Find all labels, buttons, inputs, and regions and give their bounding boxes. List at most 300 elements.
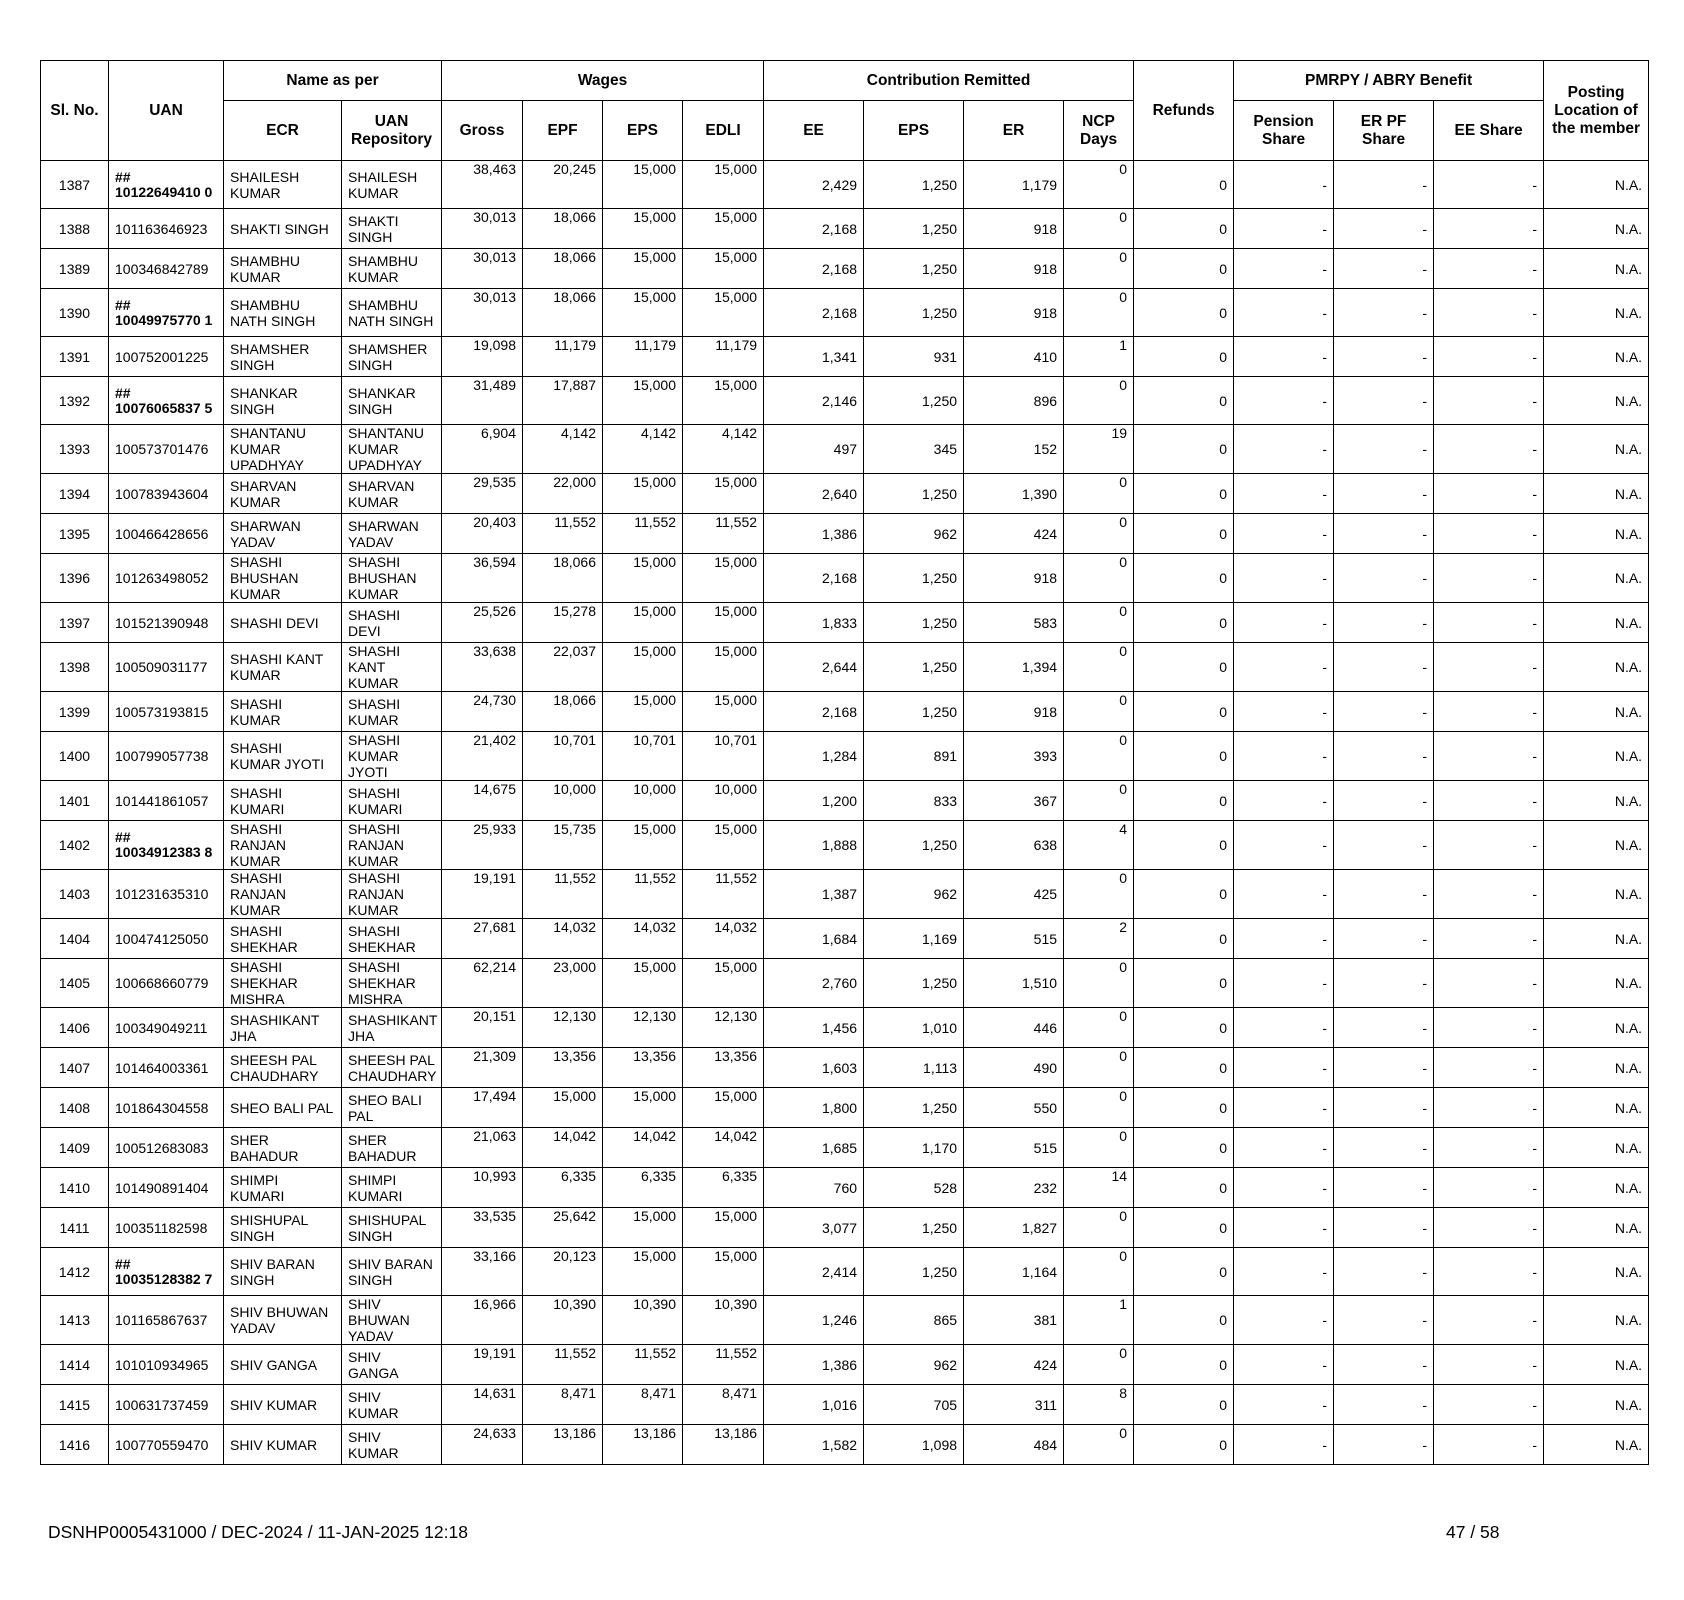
uan-cell: 100509031177 — [109, 643, 224, 692]
gross-wages-cell: 19,191 — [442, 870, 523, 919]
header-ecr: ECR — [224, 101, 342, 161]
posting-location-cell: N.A. — [1544, 1345, 1649, 1385]
uan-cell: 100573193815 — [109, 692, 224, 732]
ee-contribution-cell: 1,603 — [764, 1048, 864, 1088]
ecr-name-cell: SHANKAR SINGH — [224, 377, 342, 425]
er-pf-share-cell: - — [1334, 692, 1434, 732]
edli-wages-cell: 10,390 — [683, 1296, 764, 1345]
refunds-cell: 0 — [1134, 1208, 1234, 1248]
header-contribution-remitted: Contribution Remitted — [764, 61, 1134, 101]
eps-wages-cell: 12,130 — [603, 1008, 683, 1048]
epf-wages-cell: 22,000 — [523, 474, 603, 514]
edli-wages-cell: 11,552 — [683, 514, 764, 554]
gross-wages-cell: 30,013 — [442, 209, 523, 249]
header-contribution-eps: EPS — [864, 101, 964, 161]
gross-wages-cell: 20,151 — [442, 1008, 523, 1048]
ee-share-cell: - — [1434, 289, 1544, 337]
ncp-days-cell: 0 — [1064, 1048, 1134, 1088]
gross-wages-cell: 19,098 — [442, 337, 523, 377]
er-pf-share-cell: - — [1334, 289, 1434, 337]
ee-contribution-cell: 1,456 — [764, 1008, 864, 1048]
header-ee-share: EE Share — [1434, 101, 1544, 161]
ncp-days-cell: 19 — [1064, 425, 1134, 474]
uan-repository-name-cell: SHEESH PAL CHAUDHARY — [342, 1048, 442, 1088]
eps-contribution-cell: 1,250 — [864, 1208, 964, 1248]
eps-wages-cell: 13,186 — [603, 1425, 683, 1465]
table-row — [41, 1296, 1649, 1345]
gross-wages-cell: 25,933 — [442, 821, 523, 870]
uan-repository-name-cell: SHARWAN YADAV — [342, 514, 442, 554]
er-contribution-cell: 1,179 — [964, 161, 1064, 209]
ee-share-cell: - — [1434, 1048, 1544, 1088]
ncp-days-cell: 0 — [1064, 514, 1134, 554]
posting-location-cell: N.A. — [1544, 643, 1649, 692]
ee-contribution-cell: 1,386 — [764, 514, 864, 554]
uan-cell: ## 10034912383 8 — [109, 821, 224, 870]
uan-repository-name-cell: SHANKAR SINGH — [342, 377, 442, 425]
sl-no-cell: 1410 — [41, 1168, 109, 1208]
eps-contribution-cell: 1,098 — [864, 1425, 964, 1465]
table-row — [41, 289, 1649, 337]
eps-contribution-cell: 962 — [864, 870, 964, 919]
edli-wages-cell: 10,000 — [683, 781, 764, 821]
uan-cell: 100799057738 — [109, 732, 224, 781]
edli-wages-cell: 15,000 — [683, 554, 764, 603]
epf-wages-cell: 11,552 — [523, 1345, 603, 1385]
table-row — [41, 959, 1649, 1008]
gross-wages-cell: 24,730 — [442, 692, 523, 732]
header-ee: EE — [764, 101, 864, 161]
uan-repository-name-cell: SHIV KUMAR — [342, 1425, 442, 1465]
table-row — [41, 1385, 1649, 1425]
posting-location-cell: N.A. — [1544, 554, 1649, 603]
sl-no-cell: 1401 — [41, 781, 109, 821]
gross-wages-cell: 21,309 — [442, 1048, 523, 1088]
er-contribution-cell: 152 — [964, 425, 1064, 474]
posting-location-cell: N.A. — [1544, 821, 1649, 870]
posting-location-cell: N.A. — [1544, 425, 1649, 474]
document-reference: DSNHP0005431000 / DEC-2024 / 11-JAN-2025 12:18 — [48, 1522, 468, 1542]
uan-repository-name-cell: SHASHI KUMARI — [342, 781, 442, 821]
eps-contribution-cell: 1,250 — [864, 1248, 964, 1296]
edli-wages-cell: 15,000 — [683, 1208, 764, 1248]
uan-cell: 101521390948 — [109, 603, 224, 643]
ecr-name-cell: SHASHI BHUSHAN KUMAR — [224, 554, 342, 603]
pension-share-cell: - — [1234, 1208, 1334, 1248]
epf-wages-cell: 17,887 — [523, 377, 603, 425]
er-pf-share-cell: - — [1334, 1008, 1434, 1048]
ee-contribution-cell: 1,246 — [764, 1296, 864, 1345]
eps-wages-cell: 15,000 — [603, 289, 683, 337]
ecr-name-cell: SHIV GANGA — [224, 1345, 342, 1385]
ee-share-cell: - — [1434, 919, 1544, 959]
uan-repository-name-cell: SHASHI RANJAN KUMAR — [342, 870, 442, 919]
sl-no-cell: 1387 — [41, 161, 109, 209]
header-er-pf-share: ER PF Share — [1334, 101, 1434, 161]
ee-contribution-cell: 2,168 — [764, 289, 864, 337]
ee-contribution-cell: 1,386 — [764, 1345, 864, 1385]
sl-no-cell: 1391 — [41, 337, 109, 377]
pension-share-cell: - — [1234, 209, 1334, 249]
ncp-days-cell: 0 — [1064, 554, 1134, 603]
epf-wages-cell: 22,037 — [523, 643, 603, 692]
eps-contribution-cell: 528 — [864, 1168, 964, 1208]
uan-cell: ## 10076065837 5 — [109, 377, 224, 425]
ee-contribution-cell: 1,833 — [764, 603, 864, 643]
table-row — [41, 643, 1649, 692]
posting-location-cell: N.A. — [1544, 1088, 1649, 1128]
posting-location-cell: N.A. — [1544, 1168, 1649, 1208]
pension-share-cell: - — [1234, 870, 1334, 919]
sl-no-cell: 1400 — [41, 732, 109, 781]
epf-wages-cell: 12,130 — [523, 1008, 603, 1048]
edli-wages-cell: 15,000 — [683, 161, 764, 209]
ee-contribution-cell: 1,888 — [764, 821, 864, 870]
epf-wages-cell: 4,142 — [523, 425, 603, 474]
ee-contribution-cell: 1,582 — [764, 1425, 864, 1465]
epf-wages-cell: 14,042 — [523, 1128, 603, 1168]
page-number: 47 / 58 — [1446, 1522, 1500, 1542]
sl-no-cell: 1398 — [41, 643, 109, 692]
er-pf-share-cell: - — [1334, 1385, 1434, 1425]
er-pf-share-cell: - — [1334, 425, 1434, 474]
sl-no-cell: 1404 — [41, 919, 109, 959]
ee-share-cell: - — [1434, 474, 1544, 514]
edli-wages-cell: 15,000 — [683, 1248, 764, 1296]
edli-wages-cell: 15,000 — [683, 249, 764, 289]
sl-no-cell: 1415 — [41, 1385, 109, 1425]
pension-share-cell: - — [1234, 1008, 1334, 1048]
pension-share-cell: - — [1234, 337, 1334, 377]
epf-wages-cell: 10,701 — [523, 732, 603, 781]
gross-wages-cell: 30,013 — [442, 249, 523, 289]
eps-contribution-cell: 1,250 — [864, 821, 964, 870]
sl-no-cell: 1396 — [41, 554, 109, 603]
ee-contribution-cell: 1,284 — [764, 732, 864, 781]
ncp-days-cell: 0 — [1064, 161, 1134, 209]
pension-share-cell: - — [1234, 249, 1334, 289]
er-contribution-cell: 1,510 — [964, 959, 1064, 1008]
er-contribution-cell: 1,164 — [964, 1248, 1064, 1296]
sl-no-cell: 1408 — [41, 1088, 109, 1128]
ncp-days-cell: 0 — [1064, 692, 1134, 732]
pension-share-cell: - — [1234, 1425, 1334, 1465]
gross-wages-cell: 21,402 — [442, 732, 523, 781]
gross-wages-cell: 17,494 — [442, 1088, 523, 1128]
edli-wages-cell: 15,000 — [683, 643, 764, 692]
refunds-cell: 0 — [1134, 1425, 1234, 1465]
epf-wages-cell: 20,123 — [523, 1248, 603, 1296]
er-pf-share-cell: - — [1334, 1425, 1434, 1465]
refunds-cell: 0 — [1134, 209, 1234, 249]
er-pf-share-cell: - — [1334, 603, 1434, 643]
edli-wages-cell: 15,000 — [683, 821, 764, 870]
ecr-name-cell: SHASHI RANJAN KUMAR — [224, 870, 342, 919]
ee-contribution-cell: 1,341 — [764, 337, 864, 377]
sl-no-cell: 1409 — [41, 1128, 109, 1168]
posting-location-cell: N.A. — [1544, 1008, 1649, 1048]
refunds-cell: 0 — [1134, 732, 1234, 781]
uan-cell: 101441861057 — [109, 781, 224, 821]
table-row — [41, 692, 1649, 732]
refunds-cell: 0 — [1134, 603, 1234, 643]
edli-wages-cell: 15,000 — [683, 1088, 764, 1128]
ncp-days-cell: 1 — [1064, 1296, 1134, 1345]
posting-location-cell: N.A. — [1544, 1385, 1649, 1425]
er-contribution-cell: 896 — [964, 377, 1064, 425]
edli-wages-cell: 4,142 — [683, 425, 764, 474]
er-contribution-cell: 918 — [964, 554, 1064, 603]
eps-wages-cell: 15,000 — [603, 209, 683, 249]
posting-location-cell: N.A. — [1544, 919, 1649, 959]
eps-wages-cell: 14,042 — [603, 1128, 683, 1168]
ecr-name-cell: SHASHI SHEKHAR — [224, 919, 342, 959]
er-contribution-cell: 381 — [964, 1296, 1064, 1345]
refunds-cell: 0 — [1134, 692, 1234, 732]
ee-share-cell: - — [1434, 1008, 1544, 1048]
ecr-name-cell: SHASHI KUMARI — [224, 781, 342, 821]
ee-share-cell: - — [1434, 1088, 1544, 1128]
eps-contribution-cell: 1,250 — [864, 161, 964, 209]
eps-wages-cell: 15,000 — [603, 1248, 683, 1296]
gross-wages-cell: 33,535 — [442, 1208, 523, 1248]
ncp-days-cell: 0 — [1064, 1425, 1134, 1465]
er-pf-share-cell: - — [1334, 643, 1434, 692]
posting-location-cell: N.A. — [1544, 289, 1649, 337]
uan-repository-name-cell: SHIV BHUWAN YADAV — [342, 1296, 442, 1345]
pension-share-cell: - — [1234, 732, 1334, 781]
eps-contribution-cell: 962 — [864, 514, 964, 554]
table-row — [41, 425, 1649, 474]
eps-contribution-cell: 1,250 — [864, 249, 964, 289]
uan-repository-name-cell: SHAMBHU KUMAR — [342, 249, 442, 289]
er-contribution-cell: 583 — [964, 603, 1064, 643]
eps-contribution-cell: 1,250 — [864, 209, 964, 249]
er-pf-share-cell: - — [1334, 1208, 1434, 1248]
gross-wages-cell: 14,631 — [442, 1385, 523, 1425]
edli-wages-cell: 6,335 — [683, 1168, 764, 1208]
gross-wages-cell: 27,681 — [442, 919, 523, 959]
ee-share-cell: - — [1434, 209, 1544, 249]
epf-wages-cell: 8,471 — [523, 1385, 603, 1425]
uan-cell: 100349049211 — [109, 1008, 224, 1048]
ecr-name-cell: SHASHI SHEKHAR MISHRA — [224, 959, 342, 1008]
uan-repository-name-cell: SHARVAN KUMAR — [342, 474, 442, 514]
uan-cell: 101263498052 — [109, 554, 224, 603]
ee-share-cell: - — [1434, 1208, 1544, 1248]
table-row — [41, 377, 1649, 425]
uan-repository-name-cell: SHAMBHU NATH SINGH — [342, 289, 442, 337]
sl-no-cell: 1406 — [41, 1008, 109, 1048]
pension-share-cell: - — [1234, 289, 1334, 337]
refunds-cell: 0 — [1134, 514, 1234, 554]
er-pf-share-cell: - — [1334, 959, 1434, 1008]
ncp-days-cell: 0 — [1064, 643, 1134, 692]
table-row — [41, 474, 1649, 514]
uan-cell: 100631737459 — [109, 1385, 224, 1425]
pension-share-cell: - — [1234, 1168, 1334, 1208]
header-uan-repository: UAN Repository — [342, 101, 442, 161]
eps-wages-cell: 11,552 — [603, 870, 683, 919]
uan-cell: 100573701476 — [109, 425, 224, 474]
epf-wages-cell: 14,032 — [523, 919, 603, 959]
posting-location-cell: N.A. — [1544, 474, 1649, 514]
ee-share-cell: - — [1434, 1385, 1544, 1425]
uan-cell: 101010934965 — [109, 1345, 224, 1385]
ncp-days-cell: 0 — [1064, 1128, 1134, 1168]
ee-share-cell: - — [1434, 1425, 1544, 1465]
uan-repository-name-cell: SHANTANU KUMAR UPADHYAY — [342, 425, 442, 474]
refunds-cell: 0 — [1134, 1345, 1234, 1385]
ecr-name-cell: SHIMPI KUMARI — [224, 1168, 342, 1208]
ee-share-cell: - — [1434, 959, 1544, 1008]
ecr-name-cell: SHEESH PAL CHAUDHARY — [224, 1048, 342, 1088]
eps-contribution-cell: 931 — [864, 337, 964, 377]
refunds-cell: 0 — [1134, 554, 1234, 603]
header-edli: EDLI — [683, 101, 764, 161]
ecr-name-cell: SHIV KUMAR — [224, 1425, 342, 1465]
ee-contribution-cell: 2,168 — [764, 209, 864, 249]
edli-wages-cell: 12,130 — [683, 1008, 764, 1048]
sl-no-cell: 1389 — [41, 249, 109, 289]
ee-contribution-cell: 2,168 — [764, 249, 864, 289]
header-refunds: Refunds — [1134, 61, 1234, 161]
posting-location-cell: N.A. — [1544, 337, 1649, 377]
er-contribution-cell: 918 — [964, 209, 1064, 249]
uan-cell: 101464003361 — [109, 1048, 224, 1088]
er-pf-share-cell: - — [1334, 821, 1434, 870]
ecr-name-cell: SHASHIKANT JHA — [224, 1008, 342, 1048]
uan-repository-name-cell: SHIV BARAN SINGH — [342, 1248, 442, 1296]
epf-wages-cell: 6,335 — [523, 1168, 603, 1208]
eps-wages-cell: 11,552 — [603, 514, 683, 554]
eps-wages-cell: 15,000 — [603, 821, 683, 870]
pension-share-cell: - — [1234, 1048, 1334, 1088]
uan-repository-name-cell: SHASHI SHEKHAR MISHRA — [342, 959, 442, 1008]
sl-no-cell: 1413 — [41, 1296, 109, 1345]
edli-wages-cell: 13,356 — [683, 1048, 764, 1088]
eps-wages-cell: 15,000 — [603, 1088, 683, 1128]
pension-share-cell: - — [1234, 377, 1334, 425]
refunds-cell: 0 — [1134, 821, 1234, 870]
sl-no-cell: 1395 — [41, 514, 109, 554]
eps-contribution-cell: 865 — [864, 1296, 964, 1345]
epf-wages-cell: 18,066 — [523, 289, 603, 337]
er-pf-share-cell: - — [1334, 781, 1434, 821]
eps-contribution-cell: 1,250 — [864, 959, 964, 1008]
uan-cell: ## 10122649410 0 — [109, 161, 224, 209]
pension-share-cell: - — [1234, 161, 1334, 209]
edli-wages-cell: 14,032 — [683, 919, 764, 959]
edli-wages-cell: 15,000 — [683, 209, 764, 249]
er-pf-share-cell: - — [1334, 1296, 1434, 1345]
ncp-days-cell: 0 — [1064, 781, 1134, 821]
uan-cell: 101864304558 — [109, 1088, 224, 1128]
pension-share-cell: - — [1234, 554, 1334, 603]
ee-contribution-cell: 1,685 — [764, 1128, 864, 1168]
eps-wages-cell: 10,000 — [603, 781, 683, 821]
uan-cell: 100668660779 — [109, 959, 224, 1008]
table-row — [41, 337, 1649, 377]
eps-wages-cell: 15,000 — [603, 643, 683, 692]
gross-wages-cell: 19,191 — [442, 1345, 523, 1385]
ecr-name-cell: SHAMSHER SINGH — [224, 337, 342, 377]
er-contribution-cell: 410 — [964, 337, 1064, 377]
posting-location-cell: N.A. — [1544, 377, 1649, 425]
er-pf-share-cell: - — [1334, 919, 1434, 959]
sl-no-cell: 1411 — [41, 1208, 109, 1248]
ee-share-cell: - — [1434, 249, 1544, 289]
er-pf-share-cell: - — [1334, 377, 1434, 425]
uan-repository-name-cell: SHEO BALI PAL — [342, 1088, 442, 1128]
header-uan: UAN — [109, 61, 224, 161]
pension-share-cell: - — [1234, 474, 1334, 514]
table-row — [41, 1425, 1649, 1465]
sl-no-cell: 1393 — [41, 425, 109, 474]
table-row — [41, 781, 1649, 821]
posting-location-cell: N.A. — [1544, 959, 1649, 1008]
uan-cell: 100512683083 — [109, 1128, 224, 1168]
refunds-cell: 0 — [1134, 1248, 1234, 1296]
header-ncp-days: NCP Days — [1064, 101, 1134, 161]
eps-contribution-cell: 1,250 — [864, 643, 964, 692]
refunds-cell: 0 — [1134, 1168, 1234, 1208]
uan-repository-name-cell: SHISHUPAL SINGH — [342, 1208, 442, 1248]
gross-wages-cell: 30,013 — [442, 289, 523, 337]
refunds-cell: 0 — [1134, 919, 1234, 959]
posting-location-cell: N.A. — [1544, 1425, 1649, 1465]
table-row — [41, 554, 1649, 603]
er-pf-share-cell: - — [1334, 1248, 1434, 1296]
posting-location-cell: N.A. — [1544, 732, 1649, 781]
ee-share-cell: - — [1434, 1296, 1544, 1345]
pension-share-cell: - — [1234, 425, 1334, 474]
eps-contribution-cell: 1,250 — [864, 289, 964, 337]
table-row — [41, 1168, 1649, 1208]
ecr-name-cell: SHISHUPAL SINGH — [224, 1208, 342, 1248]
ecr-name-cell: SHANTANU KUMAR UPADHYAY — [224, 425, 342, 474]
header-pmrpy-abry: PMRPY / ABRY Benefit — [1234, 61, 1544, 101]
er-contribution-cell: 424 — [964, 1345, 1064, 1385]
er-contribution-cell: 425 — [964, 870, 1064, 919]
eps-contribution-cell: 1,169 — [864, 919, 964, 959]
er-pf-share-cell: - — [1334, 514, 1434, 554]
epf-wages-cell: 15,735 — [523, 821, 603, 870]
ncp-days-cell: 0 — [1064, 870, 1134, 919]
ncp-days-cell: 0 — [1064, 474, 1134, 514]
refunds-cell: 0 — [1134, 781, 1234, 821]
posting-location-cell: N.A. — [1544, 161, 1649, 209]
posting-location-cell: N.A. — [1544, 1296, 1649, 1345]
sl-no-cell: 1407 — [41, 1048, 109, 1088]
uan-repository-name-cell: SHAMSHER SINGH — [342, 337, 442, 377]
ee-share-cell: - — [1434, 1168, 1544, 1208]
er-pf-share-cell: - — [1334, 1128, 1434, 1168]
ecr-name-cell: SHASHI RANJAN KUMAR — [224, 821, 342, 870]
eps-wages-cell: 15,000 — [603, 1208, 683, 1248]
ecr-name-cell: SHIV BARAN SINGH — [224, 1248, 342, 1296]
eps-wages-cell: 8,471 — [603, 1385, 683, 1425]
er-contribution-cell: 918 — [964, 692, 1064, 732]
refunds-cell: 0 — [1134, 1088, 1234, 1128]
ee-contribution-cell: 760 — [764, 1168, 864, 1208]
eps-wages-cell: 4,142 — [603, 425, 683, 474]
table-row — [41, 1248, 1649, 1296]
epf-wages-cell: 18,066 — [523, 554, 603, 603]
refunds-cell: 0 — [1134, 377, 1234, 425]
epf-wages-cell: 11,552 — [523, 870, 603, 919]
posting-location-cell: N.A. — [1544, 514, 1649, 554]
